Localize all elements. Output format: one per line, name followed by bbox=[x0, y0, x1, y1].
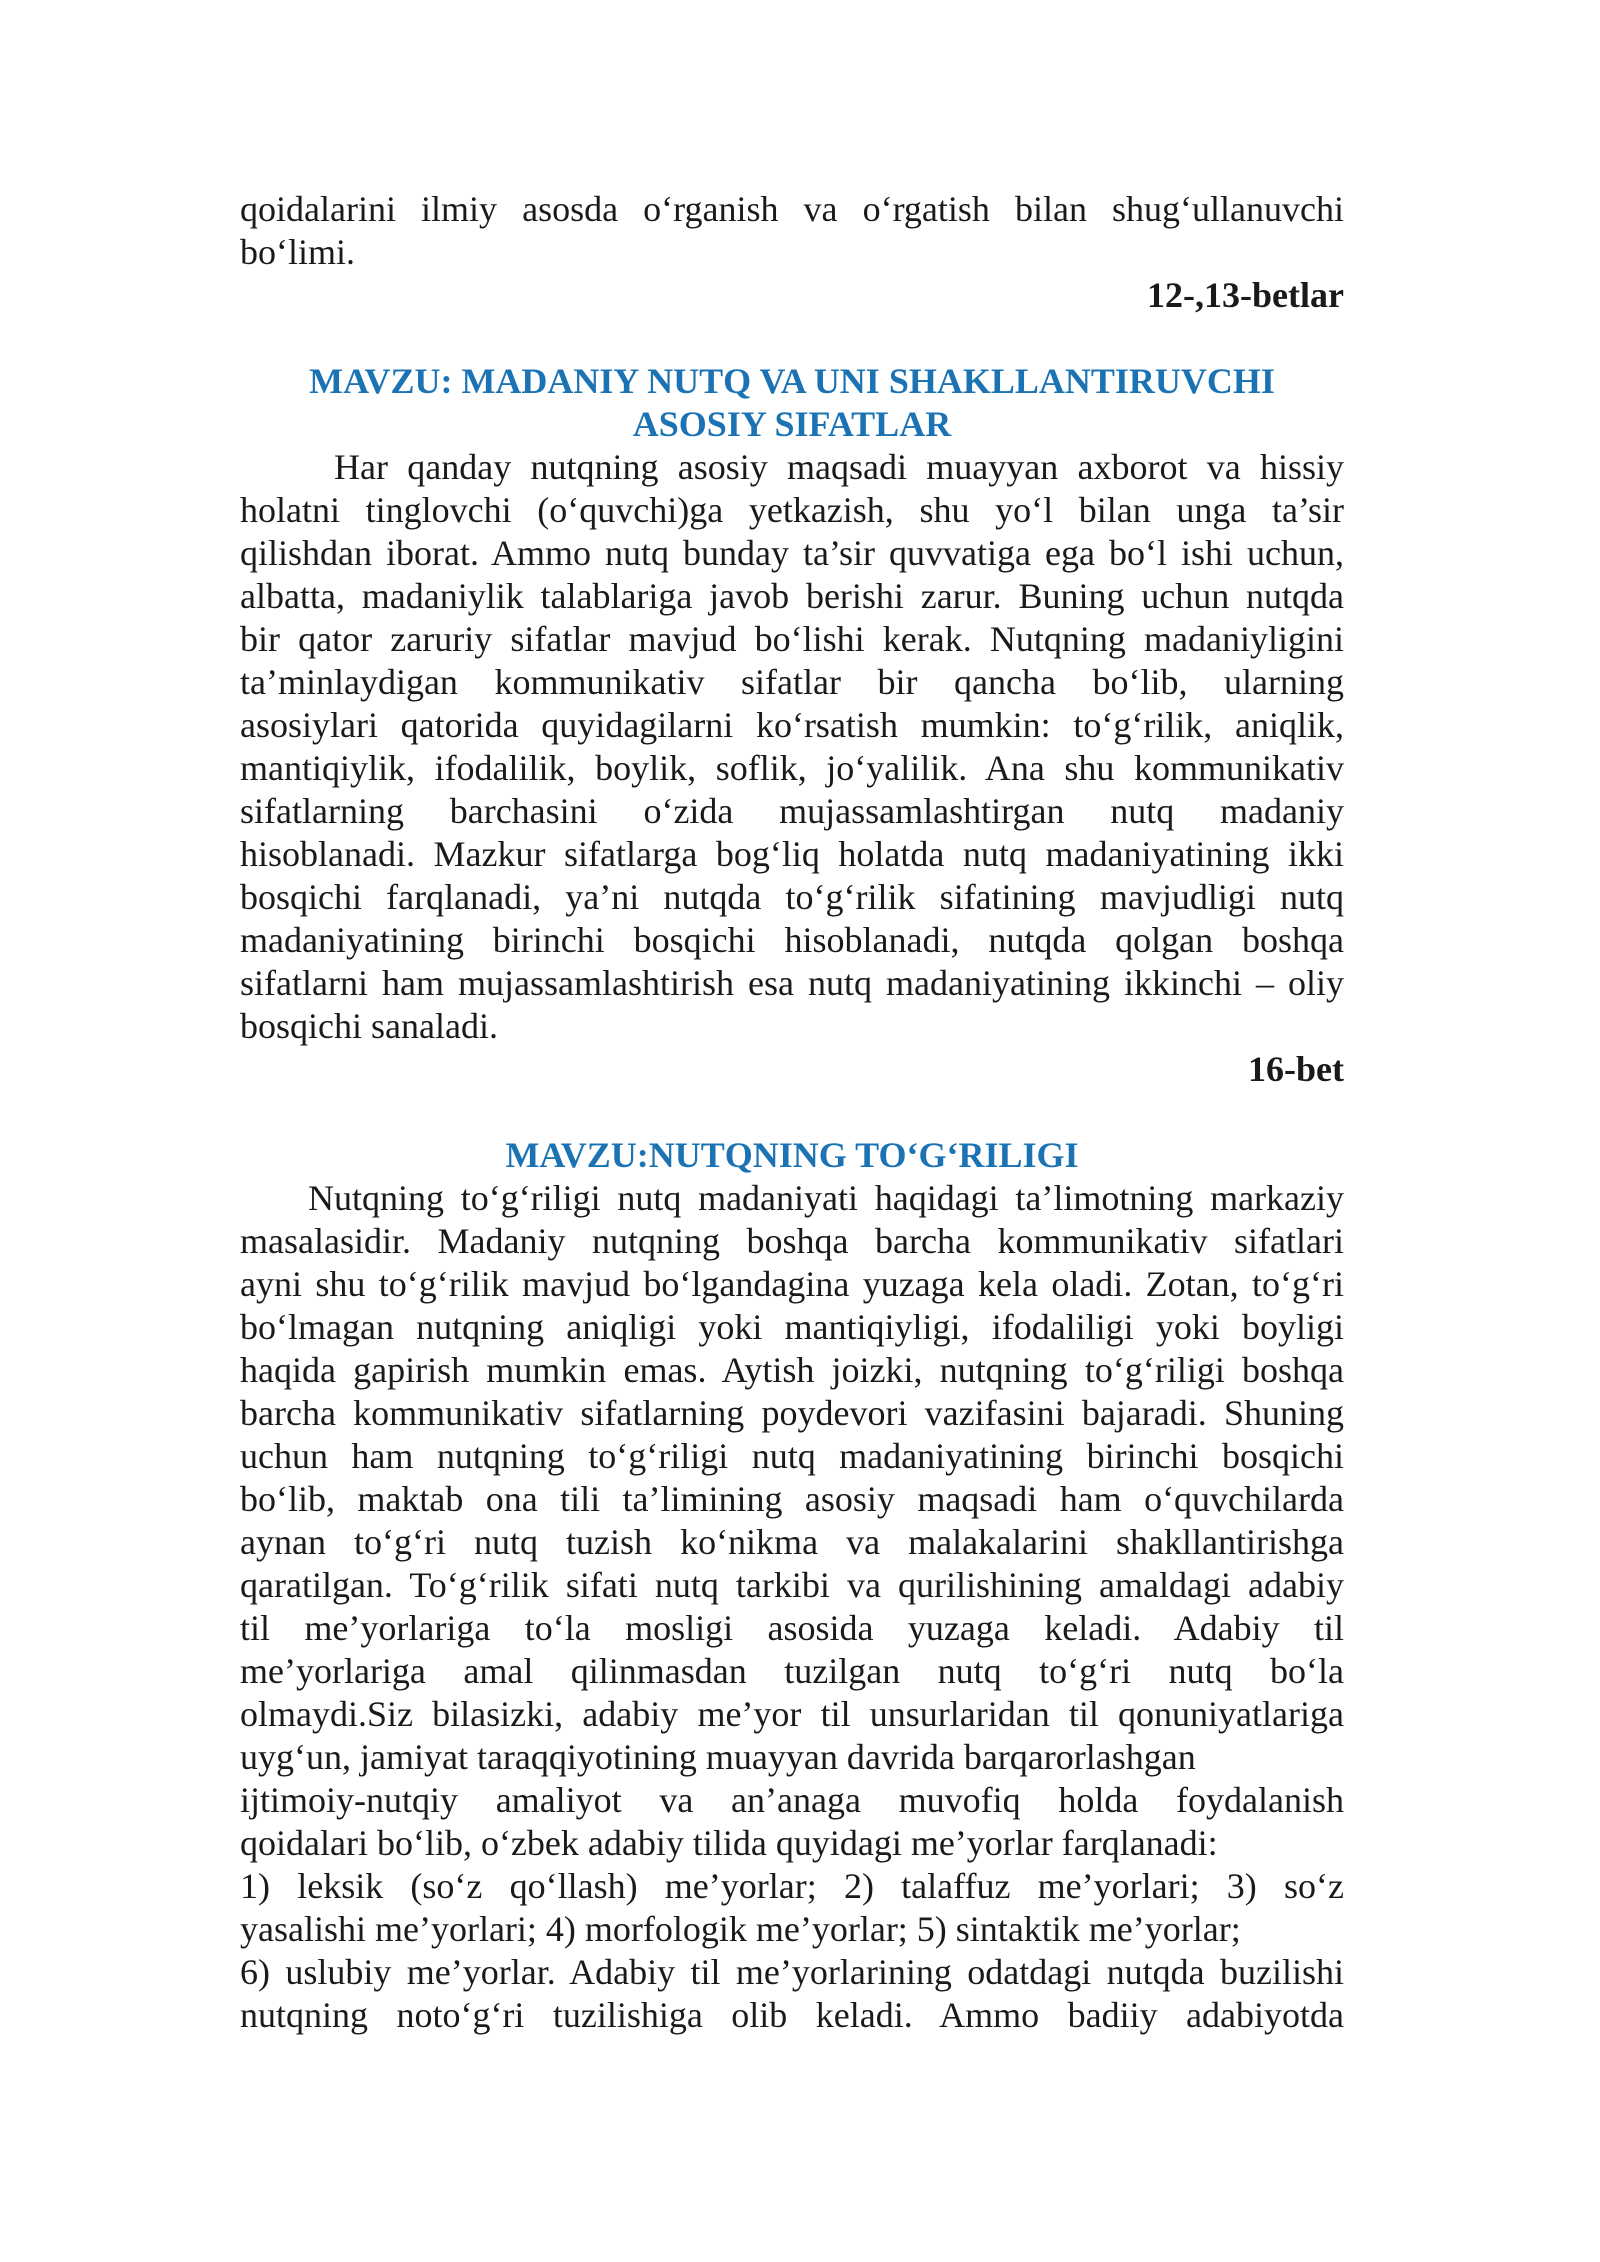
section-heading-2: MAVZU:NUTQNING TO‘G‘RILIGI bbox=[505, 1135, 1079, 1175]
text-line: nutqning noto‘g‘ri tuzilishiga olib keladi. Ammo badiiy adabiyotda bbox=[240, 1995, 1344, 2035]
text-line: yasalishi me’yorlari; 4) morfologik me’yorlar; 5) sintaktik me’yorlar; bbox=[240, 1909, 1241, 1949]
text-line: qoidalari bo‘lib, o‘zbek adabiy tilida quyidagi me’yorlar farqlanadi: bbox=[240, 1823, 1218, 1863]
spacer bbox=[240, 1091, 1344, 1134]
text-line: haqida gapirish mumkin emas. Aytish joizki, nutqning to‘g‘riligi boshqa bbox=[240, 1350, 1344, 1390]
page-reference-1: 12-,13-betlar bbox=[1147, 275, 1344, 315]
text-line: 6) uslubiy me’yorlar. Adabiy til me’yorlarining odatdagi nutqda buzilishi bbox=[240, 1952, 1344, 1992]
text-line: mantiqiylik, ifodalilik, boylik, soflik, jo‘yalilik. Ana shu kommunikativ bbox=[240, 748, 1344, 788]
text-line: holatni tinglovchi (o‘quvchi)ga yetkazish, shu yo‘l bilan unga ta’sir bbox=[240, 490, 1344, 530]
section-heading-1-line-1: MAVZU: MADANIY NUTQ VA UNI SHAKLLANTIRUVCHI bbox=[309, 361, 1275, 401]
text-line: ayni shu to‘g‘rilik mavjud bo‘lgandagina yuzaga kela oladi. Zotan, to‘g‘ri bbox=[240, 1264, 1344, 1304]
text-line: asosiylari qatorida quyidagilarni ko‘rsatish mumkin: to‘g‘rilik, aniqlik, bbox=[240, 705, 1344, 745]
text-line: barcha kommunikativ sifatlarning poydevori vazifasini bajaradi. Shuning bbox=[240, 1393, 1344, 1433]
text-line: me’yorlariga amal qilinmasdan tuzilgan nutq to‘g‘ri nutq bo‘la bbox=[240, 1651, 1344, 1691]
text-line: Har qanday nutqning asosiy maqsadi muayyan axborot va hissiy bbox=[334, 447, 1344, 487]
text-line: masalasidir. Madaniy nutqning boshqa barcha kommunikativ sifatlari bbox=[240, 1221, 1344, 1261]
text-line: bo‘lmagan nutqning aniqligi yoki mantiqiyligi, ifodaliligi yoki boyligi bbox=[240, 1307, 1344, 1347]
text-line: sifatlarni ham mujassamlashtirish esa nutq madaniyatining ikkinchi – oliy bbox=[240, 963, 1344, 1003]
text-line: hisoblanadi. Mazkur sifatlarga bog‘liq holatda nutq madaniyatining ikki bbox=[240, 834, 1344, 874]
text-line: sifatlarning barchasini o‘zida mujassamlashtirgan nutq madaniy bbox=[240, 791, 1344, 831]
document-page bbox=[240, 188, 1344, 2037]
text-line: ta’minlaydigan kommunikativ sifatlar bir qancha bo‘lib, ularning bbox=[240, 662, 1344, 702]
text-line: Nutqning to‘g‘riligi nutq madaniyati haqidagi ta’limotning markaziy bbox=[308, 1178, 1344, 1218]
text-line: bir qator zaruriy sifatlar mavjud bo‘lishi kerak. Nutqning madaniyligini bbox=[240, 619, 1344, 659]
paragraph-1 bbox=[240, 446, 1344, 1048]
section-heading-1-line-2: ASOSIY SIFATLAR bbox=[632, 404, 952, 444]
text-line: uchun ham nutqning to‘g‘riligi nutq madaniyatining birinchi bosqichi bbox=[240, 1436, 1344, 1476]
text-line: ijtimoiy-nutqiy amaliyot va an’anaga muvofiq holda foydalanish bbox=[240, 1780, 1344, 1820]
text-line: albatta, madaniylik talablariga javob berishi zarur. Buning uchun nutqda bbox=[240, 576, 1344, 616]
text-line: madaniyatining birinchi bosqichi hisoblanadi, nutqda qolgan boshqa bbox=[240, 920, 1344, 960]
text-line: aynan to‘g‘ri nutq tuzish ko‘nikma va malakalarini shakllantirishga bbox=[240, 1522, 1344, 1562]
text-line: bosqichi sanaladi. bbox=[240, 1006, 498, 1046]
text-line: qilishdan iborat. Ammo nutq bunday ta’sir quvvatiga ega bo‘l ishi uchun, bbox=[240, 533, 1344, 573]
intro-line-1: qoidalarini ilmiy asosda o‘rganish va o‘rgatish bilan shug‘ullanuvchi bbox=[240, 189, 1344, 229]
text-line: olmaydi.Siz bilasizki, adabiy me’yor til unsurlaridan til qonuniyatlariga bbox=[240, 1694, 1344, 1734]
intro-line-2: bo‘limi. bbox=[240, 232, 355, 272]
text-line: uyg‘un, jamiyat taraqqiyotining muayyan davrida barqarorlashgan bbox=[240, 1737, 1196, 1777]
page-reference-2: 16-bet bbox=[1248, 1049, 1344, 1089]
spacer bbox=[240, 317, 1344, 360]
text-line: qaratilgan. To‘g‘rilik sifati nutq tarkibi va qurilishining amaldagi adabiy bbox=[240, 1565, 1344, 1605]
text-line: til me’yorlariga to‘la mosligi asosida yuzaga keladi. Adabiy til bbox=[240, 1608, 1344, 1648]
text-line: bosqichi farqlanadi, ya’ni nutqda to‘g‘rilik sifatining mavjudligi nutq bbox=[240, 877, 1344, 917]
paragraph-2 bbox=[240, 1177, 1344, 2037]
text-line: bo‘lib, maktab ona tili ta’limining asosiy maqsadi ham o‘quvchilarda bbox=[240, 1479, 1344, 1519]
text-line: 1) leksik (so‘z qo‘llash) me’yorlar; 2) talaffuz me’yorlari; 3) so‘z bbox=[240, 1866, 1344, 1906]
